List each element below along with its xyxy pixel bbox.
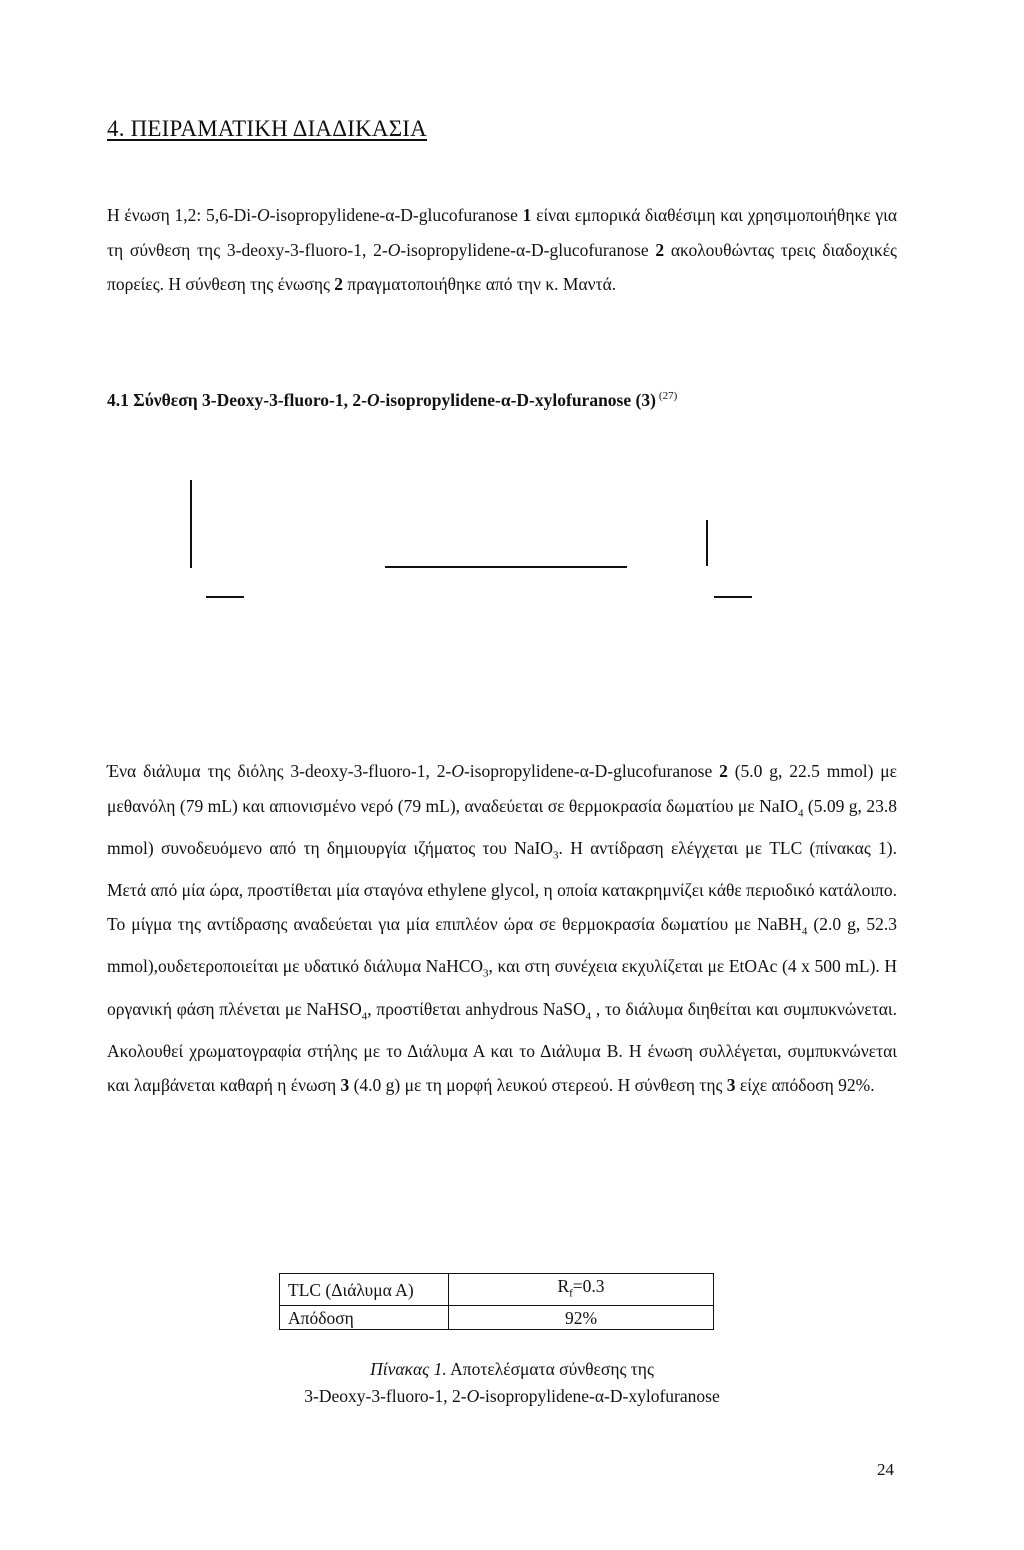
table-row [280,1274,714,1306]
table-cell-value: $R_f=0.3$ [449,1274,714,1306]
intro-paragraph: Η ένωση 1,2: 5,6-Di-O-isopropylidene-α-D-glucofuranose 1 είναι εμπορικά διαθέσιμη και χρησιμοποιήθηκε για τη σύνθεση της 3-deoxy-3-fluoro-1, 2-O-isopropylidene-α-D-glucofuranose 2 ακολουθώντας τρεις διαδοχικές πορείες. Η σύνθεση της ένωσης 2 πραγματοποιήθηκε από την κ. Μαντά. [107,205,897,295]
table-row [280,1305,714,1329]
subsection-title: 4.1 Σύνθεση 3-Deoxy-3-fluoro-1, 2-O-isopropylidene-α-D-xylofuranose (3) $^{(27)}$ [107,390,678,410]
scheme-line [385,566,627,568]
page-number: 24 [877,1460,894,1479]
reaction-scheme [0,470,1024,630]
table-cell-label: Απόδοση [280,1305,449,1329]
scheme-line [714,596,752,598]
section-heading: 4. ΠΕΙΡΑΜΑΤΙΚΗ ΔΙΑΔΙΚΑΣΙΑ [107,116,427,141]
table-caption: Πίνακας 1. Αποτελέσματα σύνθεσης της 3-Deoxy-3-fluoro-1, 2-O-isopropylidene-α-D-xylofuranose [304,1359,720,1406]
table-cell-value: 92% [449,1305,714,1329]
results-table [279,1273,714,1330]
reference-marker: (27) [658,390,678,403]
table-cell-label: TLC (Διάλυμα Α) [280,1274,449,1306]
scheme-line [190,480,192,568]
caption-label: Πίνακας 1. [370,1359,447,1379]
scheme-line [706,520,708,566]
procedure-paragraph: Ένα διάλυμα της διόλης 3-deoxy-3-fluoro-1, 2-O-isopropylidene-α-D-glucofuranose 2 (5.0 g, 22.5 mmol) με μεθανόλη (79 mL) και απιονισμένο νερό (79 mL), αναδεύεται σε θερμοκρασία δωματίου με NaIO$_4$ (5.09 g, 23.8 mmol) συνοδευόμενο από τη δημιουργία ιζήματος του NaIO$_3$. Η αντίδραση ελέγχεται με TLC (πίνακας 1). Μετά από μία ώρα, προστίθεται μία σταγόνα ethylene glycol, η οποία κατακρημνίζει κάθε περιοδικό κατάλοιπο. Το μίγμα της αντίδρασης αναδεύεται για μία επιπλέον ώρα σε θερμοκρασία δωματίου με NaBH$_4$ (2.0 g, 52.3 mmol),ουδετεροποιείται με υδατικό διάλυμα NaHCO$_3$, και στη συνέχεια εκχυλίζεται με EtOAc (4 x 500 mL). Η οργανική φάση πλένεται με NaHSO$_4$, προστίθεται anhydrous NaSO$_4$ , το διάλυμα διηθείται και συμπυκνώνεται. Ακολουθεί χρωματογραφία στήλης με το Διάλυμα Α και το Διάλυμα Β. Η ένωση συλλέγεται, συμπυκνώνεται και λαμβάνεται καθαρή η ένωση 3 (4.0 g) με τη μορφή λευκού στερεού. Η σύνθεση της 3 είχε απόδοση 92%. [107,761,897,1096]
scheme-line [206,596,244,598]
